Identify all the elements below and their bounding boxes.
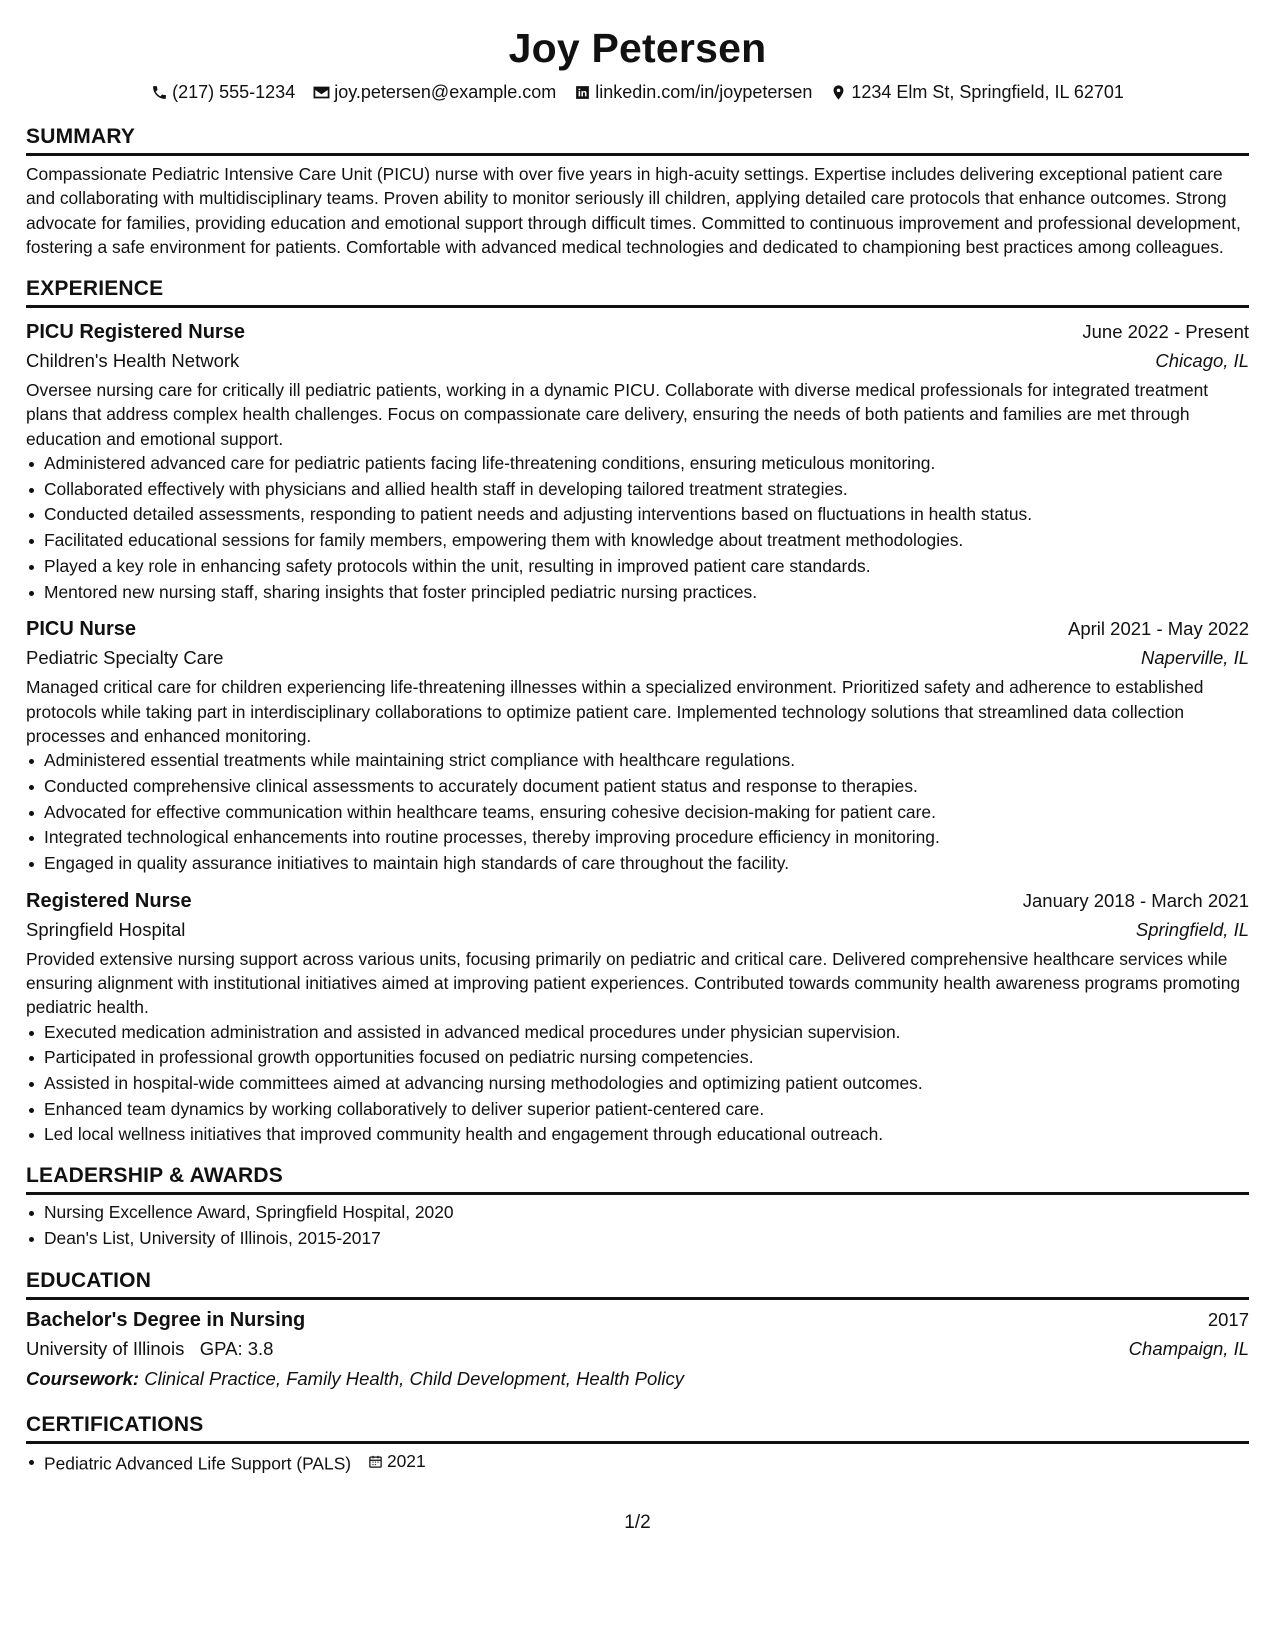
list-item: Assisted in hospital-wide committees aimed at advancing nursing methodologies and optimizing patient outcomes.	[44, 1071, 1249, 1097]
list-item: Executed medication administration and assisted in advanced medical procedures under physician supervision.	[44, 1020, 1249, 1046]
list-item: Facilitated educational sessions for family members, empowering them with knowledge about treatment methodologies.	[44, 528, 1249, 554]
email-text[interactable]: joy.petersen@example.com	[334, 82, 557, 102]
coursework-label: Coursework:	[26, 1367, 140, 1389]
list-item: Nursing Excellence Award, Springfield Hospital, 2020	[44, 1200, 1249, 1226]
list-item: Administered advanced care for pediatric patients facing life-threatening conditions, ensuring meticulous monitoring.	[44, 451, 1249, 477]
job-organization: Children's Health Network	[26, 350, 240, 372]
list-item: Participated in professional growth opportunities focused on pediatric nursing competencies.	[44, 1045, 1249, 1071]
job-bullets	[26, 451, 1249, 605]
job-dates: January 2018 - March 2021	[1022, 889, 1249, 911]
list-item: Engaged in quality assurance initiatives to maintain high standards of care throughout the facility.	[44, 851, 1249, 877]
list-item: Mentored new nursing staff, sharing insights that foster principled pediatric nursing practices.	[44, 580, 1249, 606]
job-location: Springfield, IL	[1135, 918, 1249, 940]
job-bullets	[26, 1020, 1249, 1149]
section-title-experience: EXPERIENCE	[26, 276, 1249, 308]
calendar-icon	[368, 1454, 383, 1469]
certifications-section	[26, 1412, 1249, 1477]
graduation-year: 2017	[1207, 1308, 1249, 1330]
list-item: Conducted detailed assessments, responding to patient needs and adjusting interventions based on fluctuations in health status.	[44, 502, 1249, 528]
job-title: PICU Registered Nurse	[26, 321, 245, 344]
list-item: Enhanced team dynamics by working collaboratively to deliver superior patient-centered care.	[44, 1097, 1249, 1123]
job-entry	[26, 887, 1249, 1148]
certifications-list	[26, 1449, 1249, 1477]
job-title: PICU Nurse	[26, 618, 137, 641]
coursework-list: Clinical Practice, Family Health, Child Development, Health Policy	[144, 1367, 685, 1389]
summary-section	[26, 124, 1249, 259]
certification-year: 2021	[386, 1450, 426, 1471]
experience-section	[26, 276, 1249, 1148]
contact-bar	[26, 80, 1249, 104]
candidate-name: Joy Petersen	[508, 25, 767, 71]
list-item: Played a key role in enhancing safety protocols within the unit, resulting in improved patient care standards.	[44, 554, 1249, 580]
list-item	[44, 1449, 1249, 1477]
contact-address	[830, 80, 1124, 104]
list-item: Advocated for effective communication within healthcare teams, ensuring cohesive decision-making for patient care.	[44, 800, 1249, 826]
job-organization: Springfield Hospital	[26, 918, 186, 940]
linkedin-icon	[574, 84, 591, 101]
contact-linkedin[interactable]	[574, 80, 812, 104]
school-info	[26, 1334, 273, 1364]
resume-page	[26, 22, 1249, 1533]
phone-icon	[151, 84, 168, 101]
job-entry	[26, 615, 1249, 876]
section-title-leadership: LEADERSHIP & AWARDS	[26, 1163, 1249, 1195]
page-number: 1/2	[624, 1512, 651, 1533]
linkedin-text[interactable]: linkedin.com/in/joypetersen	[595, 82, 813, 102]
job-dates: April 2021 - May 2022	[1068, 618, 1249, 640]
school-name: University of Illinois	[26, 1337, 185, 1359]
coursework	[26, 1364, 1249, 1394]
certification-date	[368, 1449, 426, 1475]
leadership-section	[26, 1163, 1249, 1251]
envelope-icon	[313, 84, 330, 101]
education-section	[26, 1268, 1249, 1394]
job-organization: Pediatric Specialty Care	[26, 647, 224, 669]
phone-text: (217) 555-1234	[172, 82, 296, 102]
contact-email[interactable]	[313, 80, 556, 104]
list-item: Led local wellness initiatives that improved community health and engagement through educational outreach.	[44, 1122, 1249, 1148]
contact-phone	[151, 80, 295, 104]
job-dates: June 2022 - Present	[1082, 321, 1249, 343]
job-location: Chicago, IL	[1155, 350, 1249, 372]
address-text: 1234 Elm St, Springfield, IL 62701	[851, 82, 1124, 102]
summary-text: Compassionate Pediatric Intensive Care Unit (PICU) nurse with over five years in high-acuity settings. Expertise includes delivering exceptional patient care and collaborating with multidisciplinary teams. Proven ability to monitor seriously ill children, applying detailed care protocols that enhance outcomes. Strong advocate for families, providing education and emotional support through difficult times. Committed to continuous improvement and professional development, fostering a safe environment for patients. Comfortable with advanced medical technologies and dedicated to championing best practices among colleagues.	[26, 164, 1241, 257]
list-item: Conducted comprehensive clinical assessments to accurately document patient status and response to therapies.	[44, 774, 1249, 800]
list-item: Dean's List, University of Illinois, 2015-2017	[44, 1226, 1249, 1252]
job-description: Oversee nursing care for critically ill pediatric patients, working in a dynamic PICU. Collaborate with diverse medical professionals for integrated treatment plans that address complex health challenges. Focus on compassionate care delivery, ensuring the needs of both patients and families are met through education and emotional support.	[26, 380, 1209, 449]
section-title-education: EDUCATION	[26, 1268, 1249, 1300]
awards-list	[26, 1200, 1249, 1251]
job-entry	[26, 318, 1249, 605]
job-title: Registered Nurse	[26, 889, 192, 912]
certification-name: Pediatric Advanced Life Support (PALS)	[44, 1452, 352, 1473]
job-description: Provided extensive nursing support across various units, focusing primarily on pediatric and critical care. Delivered comprehensive healthcare services while ensuring alignment with institutional initiatives aimed at improving patient experiences. Contributed towards community health awareness programs promoting pediatric health.	[26, 948, 1241, 1018]
degree-title: Bachelor's Degree in Nursing	[26, 1308, 306, 1331]
job-bullets	[26, 748, 1249, 877]
gpa: GPA: 3.8	[199, 1337, 274, 1359]
job-description: Managed critical care for children experiencing life-threatening illnesses within a specialized environment. Prioritized safety and adherence to established protocols while taking part in interdisciplinary collaborations to optimize patient care. Implemented technology solutions that streamlined data collection processes and enhanced monitoring.	[26, 677, 1204, 746]
list-item: Integrated technological enhancements into routine processes, thereby improving procedure efficiency in monitoring.	[44, 825, 1249, 851]
section-title-certifications: CERTIFICATIONS	[26, 1412, 1249, 1444]
section-title-summary: SUMMARY	[26, 124, 1249, 156]
list-item: Collaborated effectively with physicians and allied health staff in developing tailored treatment strategies.	[44, 477, 1249, 503]
list-item: Administered essential treatments while maintaining strict compliance with healthcare regulations.	[44, 748, 1249, 774]
job-location: Naperville, IL	[1141, 647, 1249, 669]
school-location: Champaign, IL	[1128, 1337, 1249, 1359]
map-pin-icon	[830, 84, 847, 101]
